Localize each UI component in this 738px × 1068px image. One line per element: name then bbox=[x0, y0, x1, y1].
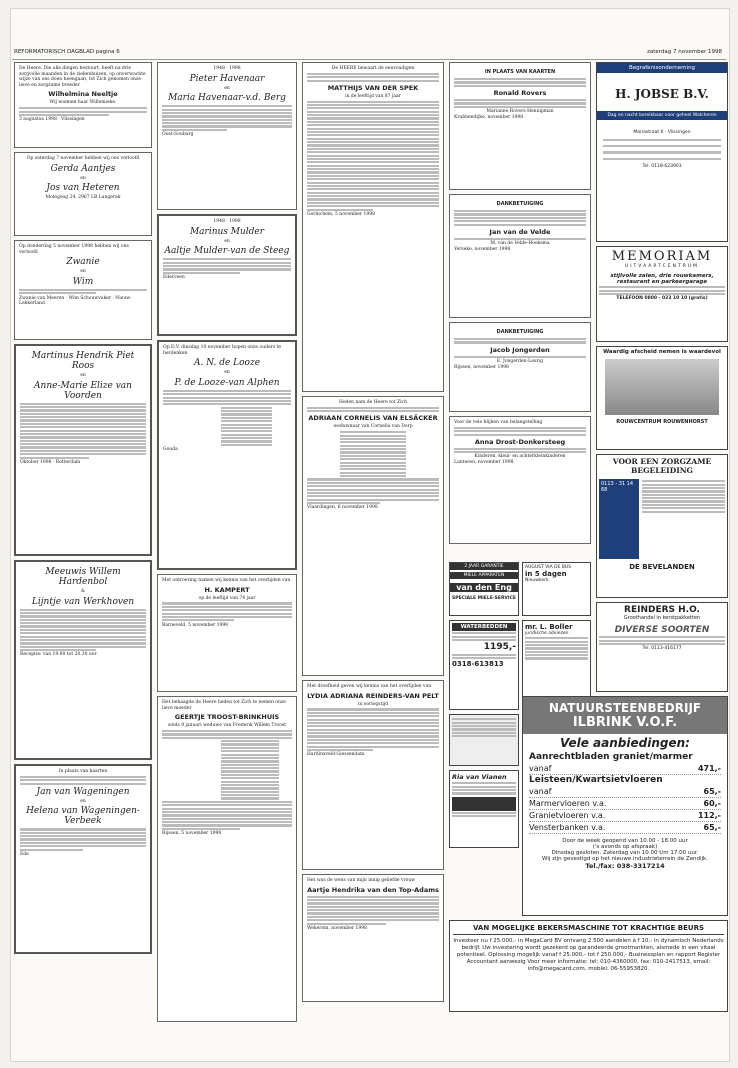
announcement-sub: in de leeftijd van 87 jaar bbox=[345, 93, 401, 99]
announcement-name-2: Jos van Heteren bbox=[46, 183, 120, 194]
ad-bevelanden-phone: 0113 - 31 14 68 bbox=[599, 479, 639, 559]
ad-bus bbox=[522, 562, 591, 616]
announcement-sub: en bbox=[80, 269, 86, 275]
announcement-name: GEERTJE TROOST-BRINKHUIS bbox=[174, 713, 280, 722]
announcement-text: Op zaterdag 7 november hebben wij ons verloofd bbox=[26, 156, 140, 161]
ad-ilbrink-item bbox=[529, 775, 721, 786]
announcement-tail: Wekerom, november 1998 bbox=[307, 925, 367, 931]
announcement-name-2: Wim bbox=[72, 276, 94, 287]
announcement-tail: Vlaardingen, 6 november 1998 bbox=[307, 505, 378, 511]
ad-jobse-tag: Dag en nacht bereikbaar voor geheel Walcheren bbox=[597, 111, 727, 120]
column-4 bbox=[449, 62, 591, 548]
announcement bbox=[449, 416, 591, 544]
ad-miele-line-a: 2 JAAR GARANTIE bbox=[450, 563, 518, 570]
announcement-tail: Yerseke, november 1998 bbox=[454, 246, 511, 252]
announcement-text: 1948 · 1998 bbox=[213, 219, 241, 224]
announcement bbox=[157, 214, 297, 336]
announcement-sub: E. Jongerden-Leurig bbox=[496, 358, 544, 364]
announcement-sub: & bbox=[80, 589, 85, 594]
ad-boller-tag: juridische adviezen bbox=[525, 631, 569, 636]
ad-waterbed-phone: 0318-613813 bbox=[452, 660, 504, 669]
announcement-name: MATTHIJS VAN DER SPEK bbox=[327, 83, 419, 92]
ad-miele bbox=[449, 562, 519, 616]
announcement-name-2: Lijntje van Werkhoven bbox=[31, 596, 135, 607]
ad-bus-place: Nieuwkerk bbox=[525, 578, 549, 583]
announcement-sub: en bbox=[80, 798, 86, 804]
ad-ilbrink-item-label: Vensterbanken v.a. bbox=[529, 823, 606, 832]
ad-jobse-phone: Tel. 0118-623903 bbox=[642, 163, 682, 169]
announcement-sub: Kinderen, klein- en achterkleinkinderen bbox=[474, 454, 566, 460]
announcement bbox=[157, 696, 297, 1022]
announcement-sub: en bbox=[80, 373, 86, 378]
announcement-name: Pieter Havenaar bbox=[189, 73, 265, 84]
announcement-text: Op D.V. dinsdag 10 november hopen onze ouders te herdenken bbox=[163, 345, 282, 356]
announcement-name-2: Helena van Wageningen-Verbeek bbox=[26, 806, 140, 827]
ad-ilbrink-item-label: vanaf bbox=[529, 764, 552, 773]
announcement-name-2: P. de Looze-van Alphen bbox=[174, 377, 280, 388]
announcement-tail: Rijssen, 5 november 1998 bbox=[162, 831, 222, 837]
ad-vianen-name: Ria van Vianen bbox=[452, 773, 507, 781]
ad-jobse bbox=[596, 62, 728, 242]
ad-ilbrink-item bbox=[529, 798, 721, 810]
announcement bbox=[302, 874, 444, 1002]
ad-ilbrink-item-price: 65,- bbox=[703, 823, 721, 832]
column-3 bbox=[302, 62, 444, 1006]
announcement bbox=[14, 560, 152, 760]
announcement-name: Marinus Mulder bbox=[189, 226, 265, 237]
announcement-tail: Gouda bbox=[163, 447, 178, 453]
announcement bbox=[449, 62, 591, 190]
ad-vianen bbox=[449, 770, 519, 848]
ad-ilbrink-item-price: 65,- bbox=[703, 787, 721, 796]
ad-rouwcentrum bbox=[596, 346, 728, 450]
announcement-sub: weduwnaar van Cornelia van Dorp bbox=[333, 424, 413, 430]
announcement bbox=[449, 194, 591, 318]
announcement-sub: en bbox=[224, 85, 230, 91]
announcement-text: De HEERE bewaart de eenvoudigen bbox=[331, 66, 415, 71]
announcement-name-2: Aaltje Mulder-van de Steeg bbox=[164, 246, 290, 257]
announcement-tail: Rijssen, november 1998 bbox=[454, 364, 509, 370]
announcement-tail: 3 augustus 1998 · Vlissingen bbox=[19, 117, 85, 123]
ad-waterbed bbox=[449, 620, 519, 710]
ad-ilbrink-item-label: Aanrechtbladen graniet/marmer bbox=[529, 752, 693, 762]
announcement-name: Wilhelmina Neeltje bbox=[48, 90, 118, 99]
announcement-tail: Oktober 1998 · Rotterdam bbox=[20, 459, 81, 465]
ad-ilbrink-item-label: Leisteen/Kwartsietvloeren bbox=[529, 775, 663, 785]
announcement bbox=[449, 322, 591, 412]
ad-memoriam-sub: UITVAARTCENTRUM bbox=[624, 264, 700, 269]
announcement-sub: en bbox=[224, 238, 230, 244]
announcement-name: Jan van de Velde bbox=[489, 227, 551, 236]
announcement-name: Jan van Wageningen bbox=[36, 786, 130, 797]
announcement-name: Ronald Rovers bbox=[493, 88, 547, 97]
announcement-name: A. N. de Looze bbox=[193, 358, 261, 369]
announcement-text: Voor de vele blijken van belangstelling bbox=[454, 420, 543, 425]
ad-memoriam-name: MEMORIAM bbox=[611, 249, 713, 264]
ad-miele-service: SPECIALE MIELE-SERVICE bbox=[452, 596, 516, 601]
announcement-sub: en bbox=[224, 370, 230, 376]
ad-ilbrink-item-price: 60,- bbox=[703, 799, 721, 808]
ad-ilbrink-headline: Vele aanbiedingen: bbox=[560, 736, 690, 750]
ad-reinders-name: REINDERS H.O. bbox=[624, 605, 700, 615]
announcement-tail: Barneveld, 5 november 1998 bbox=[162, 622, 229, 628]
announcement-sub: Marianne Rovers-Hennipman bbox=[486, 109, 554, 115]
announcement-tail: Ederveen bbox=[163, 275, 185, 281]
ad-rouwcentrum-name: ROUWCENTRUM ROUWENHORST bbox=[616, 419, 708, 425]
ad-reinders bbox=[596, 602, 728, 692]
ad-waterbed-price: 1195,- bbox=[483, 642, 516, 653]
ad-memoriam-tag: stijlvolle zalen, drie rouwkamers, restaurant en parkeergarage bbox=[610, 273, 714, 285]
announcement bbox=[157, 340, 297, 570]
ad-jobse-top: Begrafenisonderneming bbox=[597, 63, 727, 73]
ad-ilbrink-footer-3: Dinsdag gesloten. Zaterdag van 10.00 t/m 17.00 uur. bbox=[551, 850, 699, 856]
announcement-heading: DANKBETUIGING bbox=[496, 201, 544, 207]
announcement-tail: Zwanie van Meeren · Wim Schouwvaker · Nieuw-Lekkerland bbox=[19, 295, 132, 307]
announcement-sub: M. van de Velde-Hoeksma bbox=[490, 241, 550, 247]
ad-ilbrink-item bbox=[529, 752, 721, 763]
announcement-text: Het behaagde de Heere heden tot Zich te nemen onze lieve moeder bbox=[162, 700, 286, 711]
announcement-name: Zwanie bbox=[66, 257, 100, 268]
announcement-name: H. KAMPERT bbox=[204, 585, 250, 594]
ad-bevelanden bbox=[596, 454, 728, 598]
announcement-tail: Molegoog 24, 2967 LB Langerak bbox=[45, 195, 121, 201]
announcement-name: Martinus Hendrik Piet Roos bbox=[31, 351, 135, 371]
announcement bbox=[14, 152, 152, 236]
announcement-text: Op donderdag 5 november 1998 hebben wij ons verloofd bbox=[19, 244, 129, 255]
ad-ilbrink-footer-4: Wij zijn gevestigd op het nieuwe industrieterrein de Zendijk. bbox=[542, 856, 708, 862]
announcement-text: In plaats van kaarten bbox=[58, 769, 108, 774]
announcement-text: De Heere. Die alle dingen bestuurt, heeft na drie zorgvolle maanden in de ziekenhuizen, op onverwachte wijze van ons doen heengaan, tot Zich genomen onze lieve en zorgzame broeder bbox=[19, 66, 146, 88]
ad-ilbrink-footer-5: Tel./fax: 038-3317214 bbox=[585, 862, 665, 870]
ad-rouwcentrum-title: Waardig afscheid nemen is waardevol bbox=[603, 349, 721, 355]
announcement bbox=[14, 344, 152, 556]
page-header-right: zaterdag 7 november 1998 bbox=[646, 49, 722, 55]
ad-ilbrink-item-label: vanaf bbox=[529, 787, 552, 796]
ad-ilbrink bbox=[522, 696, 728, 916]
announcement-sub: op de leeftijd van 74 jaar bbox=[198, 595, 256, 601]
ad-waterbed-name: WATERBEDDEN bbox=[452, 623, 516, 631]
announcement-name: LYDIA ADRIANA REINDERS-VAN PELT bbox=[307, 691, 439, 700]
announcement bbox=[14, 62, 152, 148]
ad-ilbrink-item-price: 471,- bbox=[697, 764, 721, 773]
ad-ilbrink-item-label: Granietvloeren v.a. bbox=[529, 811, 606, 820]
announcement-heading: IN PLAATS VAN KAARTEN bbox=[484, 69, 556, 75]
announcement-tail: Gorinchem, 5 november 1998 bbox=[307, 211, 375, 217]
ad-jobse-address: Mariastraat 6 · Vlissingen bbox=[633, 130, 691, 135]
announcement-text: Met ontroering namen wij kennis van het overlijden van bbox=[162, 578, 291, 583]
announcement-sub: Wij noemen haar Willemieke. bbox=[49, 100, 117, 106]
announcement-sub: sinds 9 januari weduwe van Frederik Willem Troost bbox=[167, 723, 287, 729]
ad-miele-line-b: MIELE APPARATEN bbox=[450, 572, 518, 579]
ad-reinders-sub: Groothandel in kerstpakketten bbox=[623, 615, 701, 621]
ad-ilbrink-title-1: NATUURSTEENBEDRIJF bbox=[523, 697, 727, 715]
announcement-heading: DANKBETUIGING bbox=[496, 329, 544, 335]
ad-stoep bbox=[449, 714, 519, 766]
ad-bevelanden-title: VOOR EEN ZORGZAME BEGELEIDING bbox=[612, 457, 712, 475]
ad-megacard-title: VAN MOGELIJKE BEKERSMASCHINE TOT KRACHTIGE BEURS bbox=[453, 924, 724, 935]
ad-ilbrink-footer-1: Door de week geopend van 10.00 - 18.00 uur bbox=[562, 838, 688, 844]
announcement-tail: Oost-Souburg bbox=[162, 132, 194, 138]
ad-memoriam-phone: TELEFOON 0800 - 023 10 10 (gratis) bbox=[616, 296, 708, 302]
announcement-text: 1948 · 1998 bbox=[213, 66, 241, 71]
announcement-name: ADRIAAN CORNELIS VAN ELSÄCKER bbox=[308, 414, 438, 423]
announcement-name: Aartje Hendrika van den Top-Adams bbox=[307, 885, 439, 894]
announcement bbox=[14, 240, 152, 340]
ad-bus-line: AUGUST VIA DE BUS bbox=[525, 565, 572, 570]
ad-memoriam bbox=[596, 246, 728, 342]
announcement-tail: Receptie: van 19.00 tot 20.30 uur bbox=[20, 652, 97, 658]
announcement-tail: Krabbendijke, november 1998 bbox=[454, 114, 524, 120]
announcement-text: Heden nam de Heere tot Zich bbox=[339, 400, 407, 405]
ad-ilbrink-item bbox=[529, 822, 721, 834]
announcement-tail: Ede bbox=[20, 851, 29, 857]
announcement-tail: Lunteren, november 1998 bbox=[454, 460, 514, 466]
announcement-sub: in oorlogstijd bbox=[357, 701, 389, 707]
column-2 bbox=[157, 62, 297, 1026]
announcement-name: Gerda Aantjes bbox=[50, 163, 116, 174]
announcement bbox=[302, 396, 444, 676]
page-header bbox=[12, 45, 726, 60]
ad-ilbrink-item-price: 112,- bbox=[697, 811, 721, 820]
announcement bbox=[157, 574, 297, 692]
ad-ilbrink-title-2: ILBRINK V.O.F. bbox=[523, 715, 727, 734]
ad-bus-days: in 5 dagen bbox=[525, 570, 567, 578]
ad-bevelanden-name: DE BEVELANDEN bbox=[629, 563, 695, 571]
announcement bbox=[157, 62, 297, 210]
ad-ilbrink-item bbox=[529, 786, 721, 798]
announcement bbox=[14, 764, 152, 954]
announcement bbox=[302, 680, 444, 870]
ad-ilbrink-item bbox=[529, 763, 721, 775]
announcement-name: Anna Drost-Donkersteeg bbox=[474, 437, 566, 446]
announcement-name-2: Anne-Marie Elize van Voorden bbox=[34, 380, 132, 401]
announcement-text: Met droefheid geven wij kennis van het overlijden van bbox=[307, 684, 432, 689]
ad-boller-name: mr. L. Boller bbox=[525, 623, 573, 631]
ad-miele-brand: van den Eng bbox=[450, 583, 518, 592]
ad-ilbrink-item-label: Marmervloeren v.a. bbox=[529, 799, 607, 808]
ad-megacard bbox=[449, 920, 728, 1012]
ad-ilbrink-item bbox=[529, 810, 721, 822]
announcement-text: Het was de wens van mijn innig geliefde vrouw bbox=[307, 878, 416, 883]
announcement-tail: Hardinxveld-Giessendam bbox=[307, 752, 365, 758]
announcement-name-2: Maria Havenaar-v.d. Berg bbox=[168, 93, 286, 104]
page-header-left: REFORMATORISCH DAGBLAD pagina 6 bbox=[14, 49, 120, 55]
building-photo bbox=[605, 359, 719, 415]
ad-reinders-phone: Tel. 0113-416177 bbox=[642, 646, 682, 652]
ad-jobse-name: H. JOBSE B.V. bbox=[615, 87, 709, 101]
announcement-sub: en bbox=[80, 175, 86, 181]
ad-megacard-text: Investeer nu f 25.000,- in MegaCard BV ontvang 2.500 aandelen à f 10,- in dynamisch Nederlands bedrijf. Uw investering wordt gezekerd op garandeerde grootmarkten, alsmede in een vitaal potentieel. Oplossing mogelijk vanaf f 25.000,- tot f 250.000,- Businessplan en rapport Register Accountant aanwezig Voor meer informatie: tel: 010-4360000, fax: 010-2417513, email: info@megacard.com, mobiel: 06-55953820. bbox=[453, 938, 724, 972]
ad-ilbrink-footer-2: ('s avonds op afspraak) bbox=[592, 844, 658, 850]
announcement-name: Meeuwis Willem Hardenbol bbox=[45, 567, 121, 587]
ad-reinders-headline: DIVERSE SOORTEN bbox=[614, 625, 710, 635]
announcement bbox=[302, 62, 444, 392]
announcement-name: Jacob Jongerden bbox=[490, 345, 550, 354]
column-1 bbox=[14, 62, 152, 958]
